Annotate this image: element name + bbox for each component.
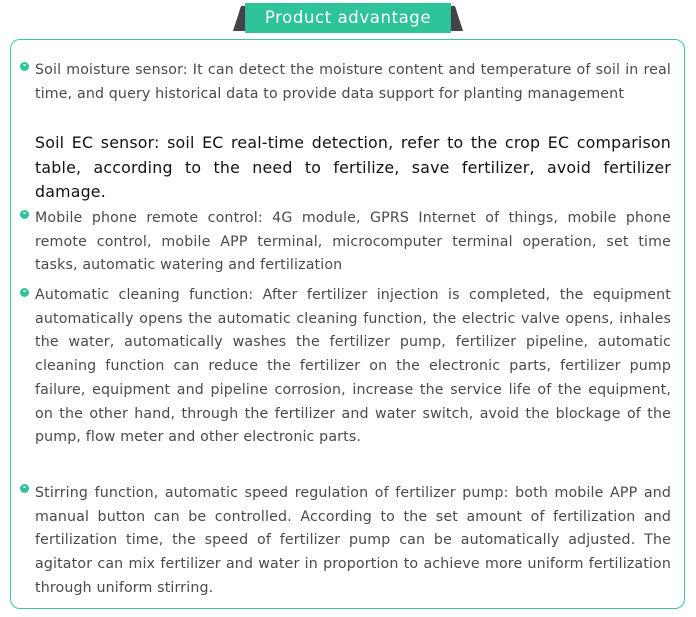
green-dot-bullet-icon — [20, 62, 29, 71]
green-dot-bullet-icon — [20, 210, 29, 219]
advantage-item-soil-ec: Soil EC sensor: soil EC real-time detection, refer to the crop EC comparison table, according to the need to fertilize, save fertilizer, avoid fertilizer damage. — [35, 133, 671, 201]
green-dot-bullet-icon — [20, 484, 29, 493]
advantage-item-soil-moisture: Soil moisture sensor: It can detect the moisture content and temperature of soil in real time, and query historical data to provide data support for planting management — [35, 62, 671, 102]
advantage-item-automatic-cleaning: Automatic cleaning function: After fertilizer injection is completed, the equipment automatically opens the automatic cleaning function, the electric valve opens, inhales the water, automatically washes the fertilizer pump, fertilizer pipeline, automatic cleaning function can reduce the fertilizer on the electronic parts, fertilizer pump failure, equipment and pipeline corrosion, increase the service life of the equipment, on the other hand, through the fertilizer and water switch, avoid the blockage of the pump, flow meter and other electronic parts. — [35, 287, 671, 446]
advantage-item-stirring: Stirring function, automatic speed regulation of fertilizer pump: both mobile APP and manual button can be controlled. According to the set amount of fertilization and fertilization time, the speed of fertilizer pump can be automatically adjusted. The agitator can mix fertilizer and water in proportion to achieve more uniform fertilization through uniform stirring. — [35, 485, 671, 596]
green-dot-bullet-icon — [20, 288, 29, 297]
section-title: Product advantage — [264, 8, 432, 27]
section-header-banner — [233, 3, 463, 33]
advantage-item-remote-control: Mobile phone remote control: 4G module, GPRS Internet of things, mobile phone remote control, mobile APP terminal, microcomputer terminal operation, set time tasks, automatic watering and fertilization — [35, 210, 671, 274]
